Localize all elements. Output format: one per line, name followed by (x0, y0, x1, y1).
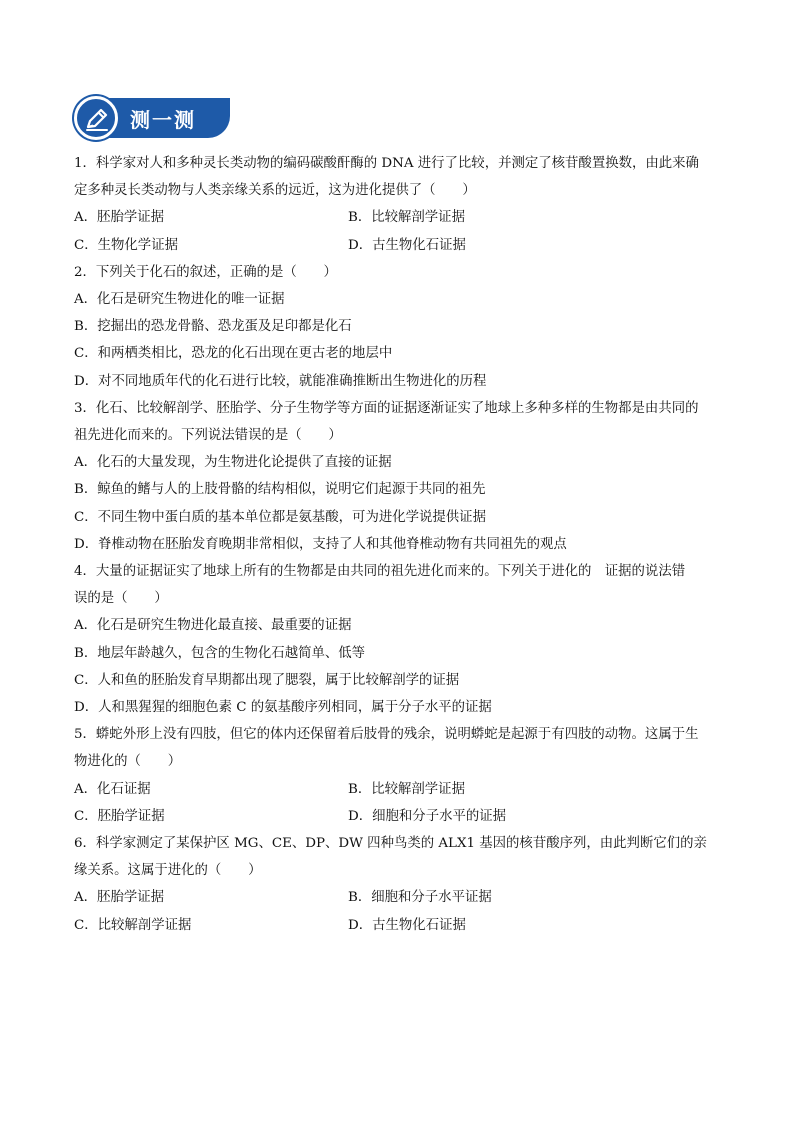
question-5-stem-line-2: 物进化的（ ） (74, 754, 182, 770)
question-3-option-c: C．不同生物中蛋白质的基本单位都是氨基酸，可为进化学说提供证据 (74, 509, 486, 525)
question-2-option-a: A．化石是研究生物进化的唯一证据 (74, 292, 285, 308)
question-2-stem-line-1: 2．下列关于化石的叙述，正确的是（ ） (74, 264, 337, 280)
question-6-stem-line-1: 6．科学家测定了某保护区 MG、CE、DP、DW 四种鸟类的 ALX1 基因的核苷酸序列，由此判断它们的亲 (74, 836, 707, 852)
question-1-options-row-1 (74, 204, 724, 231)
question-5-option-d: D．细胞和分子水平的证据 (348, 808, 507, 824)
question-6-option-b: B．细胞和分子水平证据 (348, 890, 492, 906)
question-4-option-c: C．人和鱼的胚胎发育早期都出现了腮裂，属于比较解剖学的证据 (74, 672, 460, 688)
question-5-stem-line-1: 5．蟒蛇外形上没有四肢，但它的体内还保留着后肢骨的残余，说明蟒蛇是起源于有四肢的动物。这属于生 (74, 727, 699, 743)
question-2-option-c: C．和两栖类相比，恐龙的化石出现在更古老的地层中 (74, 346, 393, 362)
question-6-option-d: D．古生物化石证据 (348, 917, 466, 933)
question-1 (74, 150, 724, 259)
question-4-option-d: D．人和黑猩猩的细胞色素 C 的氨基酸序列相同，属于分子水平的证据 (74, 700, 492, 716)
question-6-options-row-1 (74, 884, 724, 911)
question-5-options-row-1 (74, 776, 724, 803)
question-3-option-b: B．鲸鱼的鳍与人的上肢骨骼的结构相似，说明它们起源于共同的祖先 (74, 482, 486, 498)
section-banner (74, 96, 230, 140)
question-4-option-b: B．地层年龄越久，包含的生物化石越简单、低等 (74, 645, 366, 661)
question-5-option-a: A．化石证据 (74, 781, 151, 797)
quiz-content (74, 150, 724, 939)
question-3-option-d: D．脊椎动物在胚胎发育晚期非常相似，支持了人和其他脊椎动物有共同祖先的观点 (74, 536, 567, 552)
question-6-option-c: C．比较解剖学证据 (74, 917, 192, 933)
question-4 (74, 558, 724, 721)
question-2-option-d: D．对不同地质年代的化石进行比较，就能准确推断出生物进化的历程 (74, 373, 487, 389)
question-2 (74, 259, 724, 395)
question-1-option-b: B．比较解剖学证据 (348, 210, 465, 226)
question-6-stem-line-2: 缘关系。这属于进化的（ ） (74, 863, 262, 879)
banner-icon-badge (74, 96, 118, 140)
question-6-options-row-2 (74, 912, 724, 939)
question-1-option-d: D．古生物化石证据 (348, 237, 466, 253)
section-title: 测一测 (130, 108, 196, 132)
question-1-options-row-2 (74, 232, 724, 259)
question-6 (74, 830, 724, 939)
question-1-option-c: C．生物化学证据 (74, 237, 178, 253)
question-2-option-b: B．挖掘出的恐龙骨骼、恐龙蛋及足印都是化石 (74, 319, 352, 335)
question-5 (74, 721, 724, 830)
pencil-icon (84, 106, 110, 132)
question-5-options-row-2 (74, 803, 724, 830)
question-3-stem-line-1: 3．化石、比较解剖学、胚胎学、分子生物学等方面的证据逐渐证实了地球上多种多样的生物都是由共同的 (74, 400, 699, 416)
question-6-option-a: A．胚胎学证据 (74, 890, 165, 906)
question-5-option-b: B．比较解剖学证据 (348, 781, 465, 797)
question-3 (74, 395, 724, 558)
question-3-stem-line-2: 祖先进化而来的。下列说法错误的是（ ） (74, 428, 342, 444)
question-1-option-a: A．胚胎学证据 (74, 210, 165, 226)
question-3-option-a: A．化石的大量发现，为生物进化论提供了直接的证据 (74, 455, 392, 471)
question-1-stem-line-2: 定多种灵长类动物与人类亲缘关系的远近，这为进化提供了（ ） (74, 183, 476, 199)
question-5-option-c: C．胚胎学证据 (74, 808, 165, 824)
question-4-stem-line-1: 4．大量的证据证实了地球上所有的生物都是由共同的祖先进化而来的。下列关于进化的 证据的说法错 (74, 564, 686, 580)
question-1-stem-line-1: 1．科学家对人和多种灵长类动物的编码碳酸酐酶的 DNA 进行了比较，并测定了核苷酸置换数，由此来确 (74, 156, 699, 171)
question-4-option-a: A．化石是研究生物进化最直接、最重要的证据 (74, 618, 352, 634)
question-4-stem-line-2: 误的是（ ） (74, 591, 168, 607)
